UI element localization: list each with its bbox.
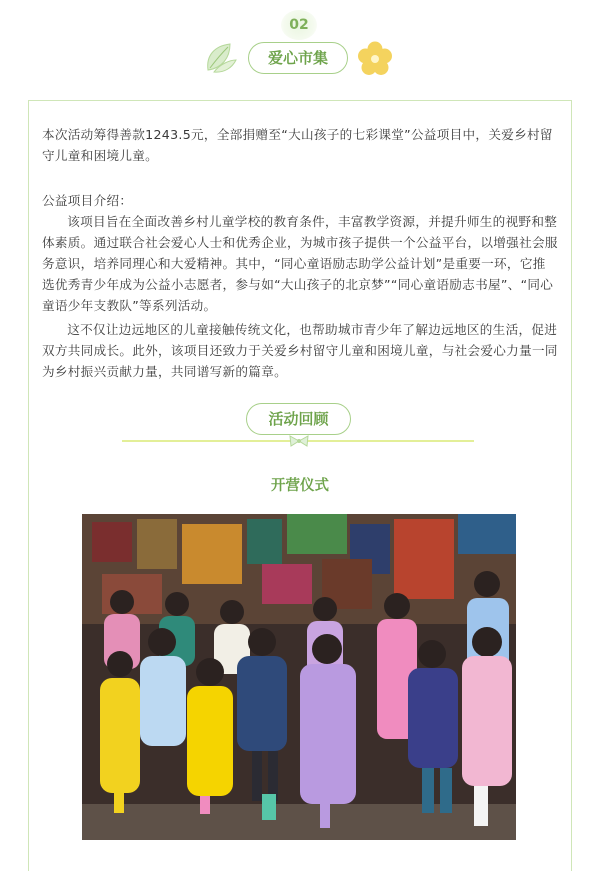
intro-label: 公益项目介绍： [42,193,133,208]
section-number: 02 [281,10,317,40]
ceremony-heading: 开营仪式 [271,478,329,494]
section-title: 爱心市集 [248,42,348,74]
flower-icon [356,40,394,78]
review-title: 活动回顾 [246,403,351,435]
bow-icon [287,434,311,448]
project-description: 该项目旨在全面改善乡村儿童学校的教育条件，丰富教学资源，并提升师生的视野和整体素质。通过联合社会爱心人士和优秀企业，为城市孩子提供一个公益平台，以增强社会服务意识，培养同理心和大爱精神。其中，“同心童语励志助学公益计划”是重要一环，它推选优秀青少年成为公益小志愿者，参与如“大山孩子的北京梦”“同心童语励志书屋”、“同心童语少年支教队”等系列活动。 [42,214,558,313]
leaf-icon [200,38,240,78]
ceremony-photo [82,514,516,840]
project-impact: 这不仅让边远地区的儿童接触传统文化，也帮助城市青少年了解边远地区的生活，促进双方共同成长。此外，该项目还致力于关爱乡村留守儿童和困境儿童，与社会爱心力量一同为乡村振兴贡献力量，共同谱写新的篇章。 [42,322,558,379]
donation-paragraph: 本次活动筹得善款1243.5元，全部捐赠至“大山孩子的七彩课堂”公益项目中，关爱乡村留守儿童和困境儿童。 [42,127,553,163]
